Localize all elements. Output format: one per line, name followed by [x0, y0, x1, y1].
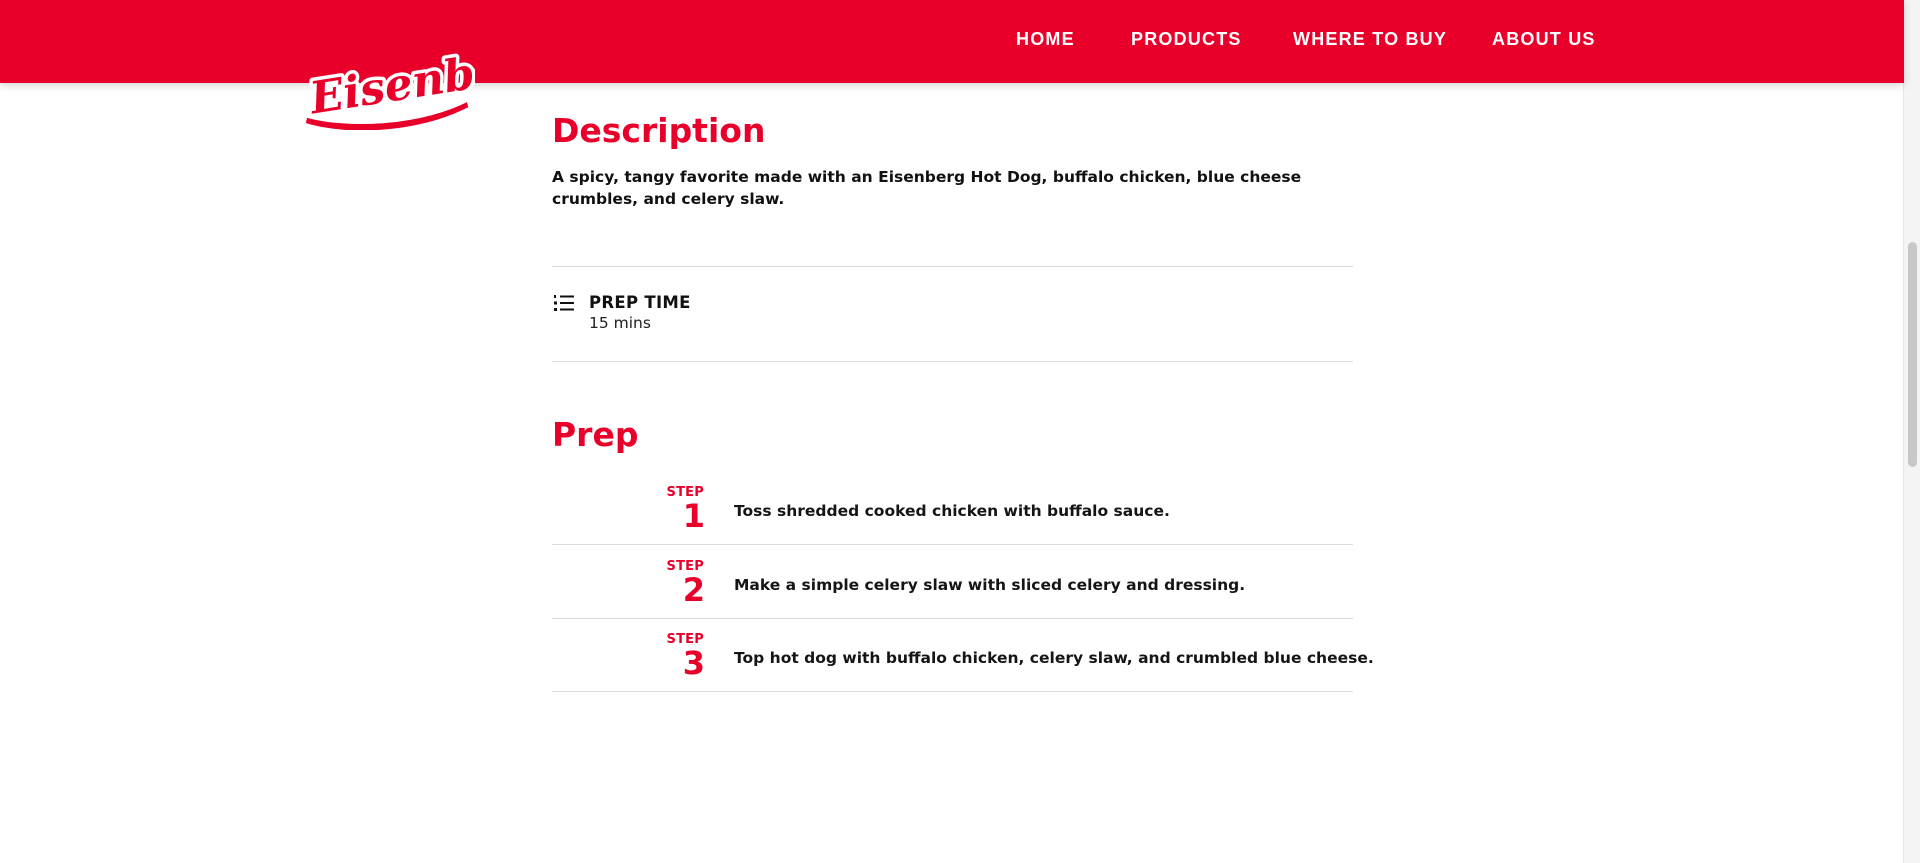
step-row — [552, 632, 1374, 704]
list-numbered-icon — [554, 294, 574, 312]
prep-time-value: 15 mins — [589, 314, 651, 332]
step-label: STEP — [666, 559, 704, 574]
step-label: STEP — [666, 632, 704, 647]
main-nav — [0, 0, 1904, 83]
nav-home[interactable]: HOME — [1016, 29, 1075, 49]
nav-about-us[interactable]: ABOUT US — [1492, 29, 1596, 49]
step-label: STEP — [666, 485, 704, 500]
prep-time-label: PREP TIME — [589, 293, 691, 312]
logo-text-outline: Eisenberg — [306, 50, 475, 125]
nav-products[interactable]: PRODUCTS — [1131, 29, 1242, 49]
divider — [552, 544, 1353, 545]
step-text: Top hot dog with buffalo chicken, celery slaw, and crumbled blue cheese. — [734, 649, 1374, 667]
divider — [552, 618, 1353, 619]
step-row — [552, 559, 1353, 631]
divider — [552, 361, 1353, 362]
page-scrollbar[interactable] — [1903, 0, 1920, 863]
description-text: A spicy, tangy favorite made with an Eisenberg Hot Dog, buffalo chicken, blue cheese crumbles, and celery slaw. — [552, 168, 1302, 208]
description-heading: Description — [552, 111, 766, 150]
logo-text: Eisenberg — [306, 50, 475, 125]
divider — [552, 266, 1353, 267]
nav-where-to-buy[interactable]: WHERE TO BUY — [1293, 29, 1448, 49]
site-header — [0, 0, 1904, 83]
step-text: Toss shredded cooked chicken with buffalo sauce. — [734, 502, 1170, 520]
step-text: Make a simple celery slaw with sliced celery and dressing. — [734, 576, 1246, 594]
scrollbar-thumb[interactable] — [1908, 242, 1917, 467]
eisenberg-logo[interactable] — [300, 50, 475, 130]
eisenberg-script-logo-icon — [300, 50, 475, 130]
step-number: 3 — [682, 644, 705, 682]
divider — [552, 691, 1353, 692]
step-number: 1 — [682, 497, 705, 535]
step-row — [552, 485, 1353, 557]
step-number: 2 — [682, 571, 705, 609]
prep-heading: Prep — [552, 415, 639, 454]
